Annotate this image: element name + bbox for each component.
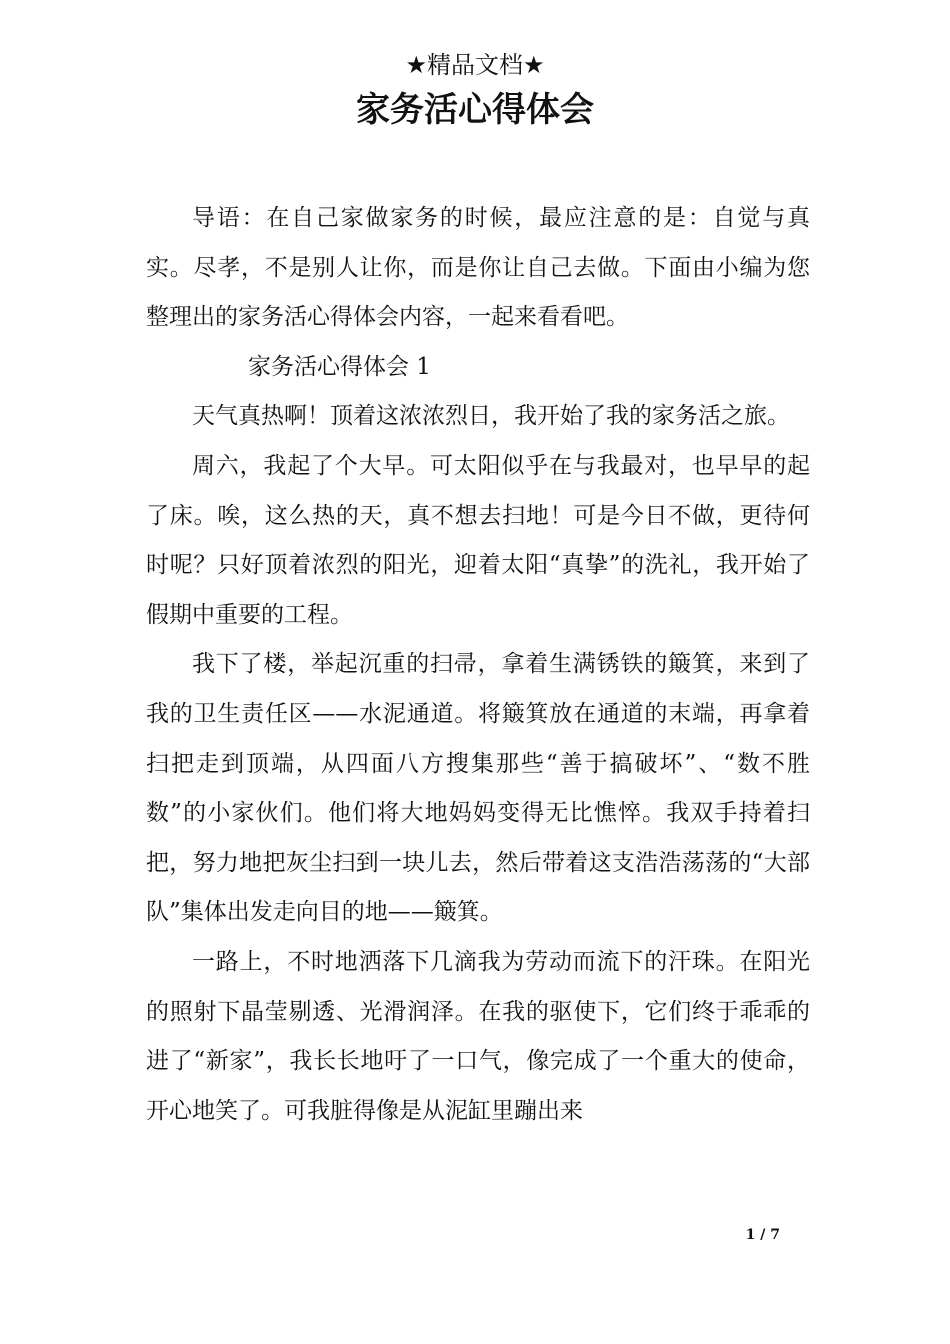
body-paragraph: 天气真热啊！顶着这浓浓烈日，我开始了我的家务活之旅。 bbox=[192, 403, 790, 430]
body-paragraph: 一路上，不时地洒落下几滴我为劳动而流下的汗珠。在阳光的照射下晶莹剔透、光滑润泽。在我的驱使下，它们终于乖乖的进了“新家”，我长长地吁了一口气，像完成了一个重大的使命，开心地笑了。可我脏得像是从泥缸里蹦出来 bbox=[146, 948, 810, 1124]
body-paragraph: 周六，我起了个大早。可太阳似乎在与我最对，也早早的起了床。唉，这么热的天，真不想去扫地！可是今日不做，更待何时呢？只好顶着浓烈的阳光，迎着太阳“真挚”的洗礼，我开始了假期中重要的工程。 bbox=[146, 452, 810, 628]
header-mark: ★精品文档★ bbox=[405, 51, 545, 79]
page-number: 1 / 7 bbox=[745, 1227, 780, 1243]
document-body bbox=[146, 194, 810, 1136]
body-paragraph: 我下了楼，举起沉重的扫帚，拿着生满锈铁的簸箕，来到了我的卫生责任区——水泥通道。将簸箕放在通道的末端，再拿着扫把走到顶端，从四面八方搜集那些“善于搞破坏”、“数不胜数”的小家伙们。他们将大地妈妈变得无比憔悴。我双手持着扫把，努力地把灰尘扫到一块儿去，然后带着这支浩浩荡荡的“大部队”集体出发走向目的地——簸箕。 bbox=[146, 651, 810, 926]
section-heading: 家务活心得体会 1 bbox=[248, 353, 431, 380]
document-title: 家务活心得体会 bbox=[356, 90, 594, 130]
intro-paragraph: 导语：在自己家做家务的时候，最应注意的是：自觉与真实。尽孝，不是别人让你，而是你让自己去做。下面由小编为您整理出的家务活心得体会内容，一起来看看吧。 bbox=[146, 205, 810, 331]
